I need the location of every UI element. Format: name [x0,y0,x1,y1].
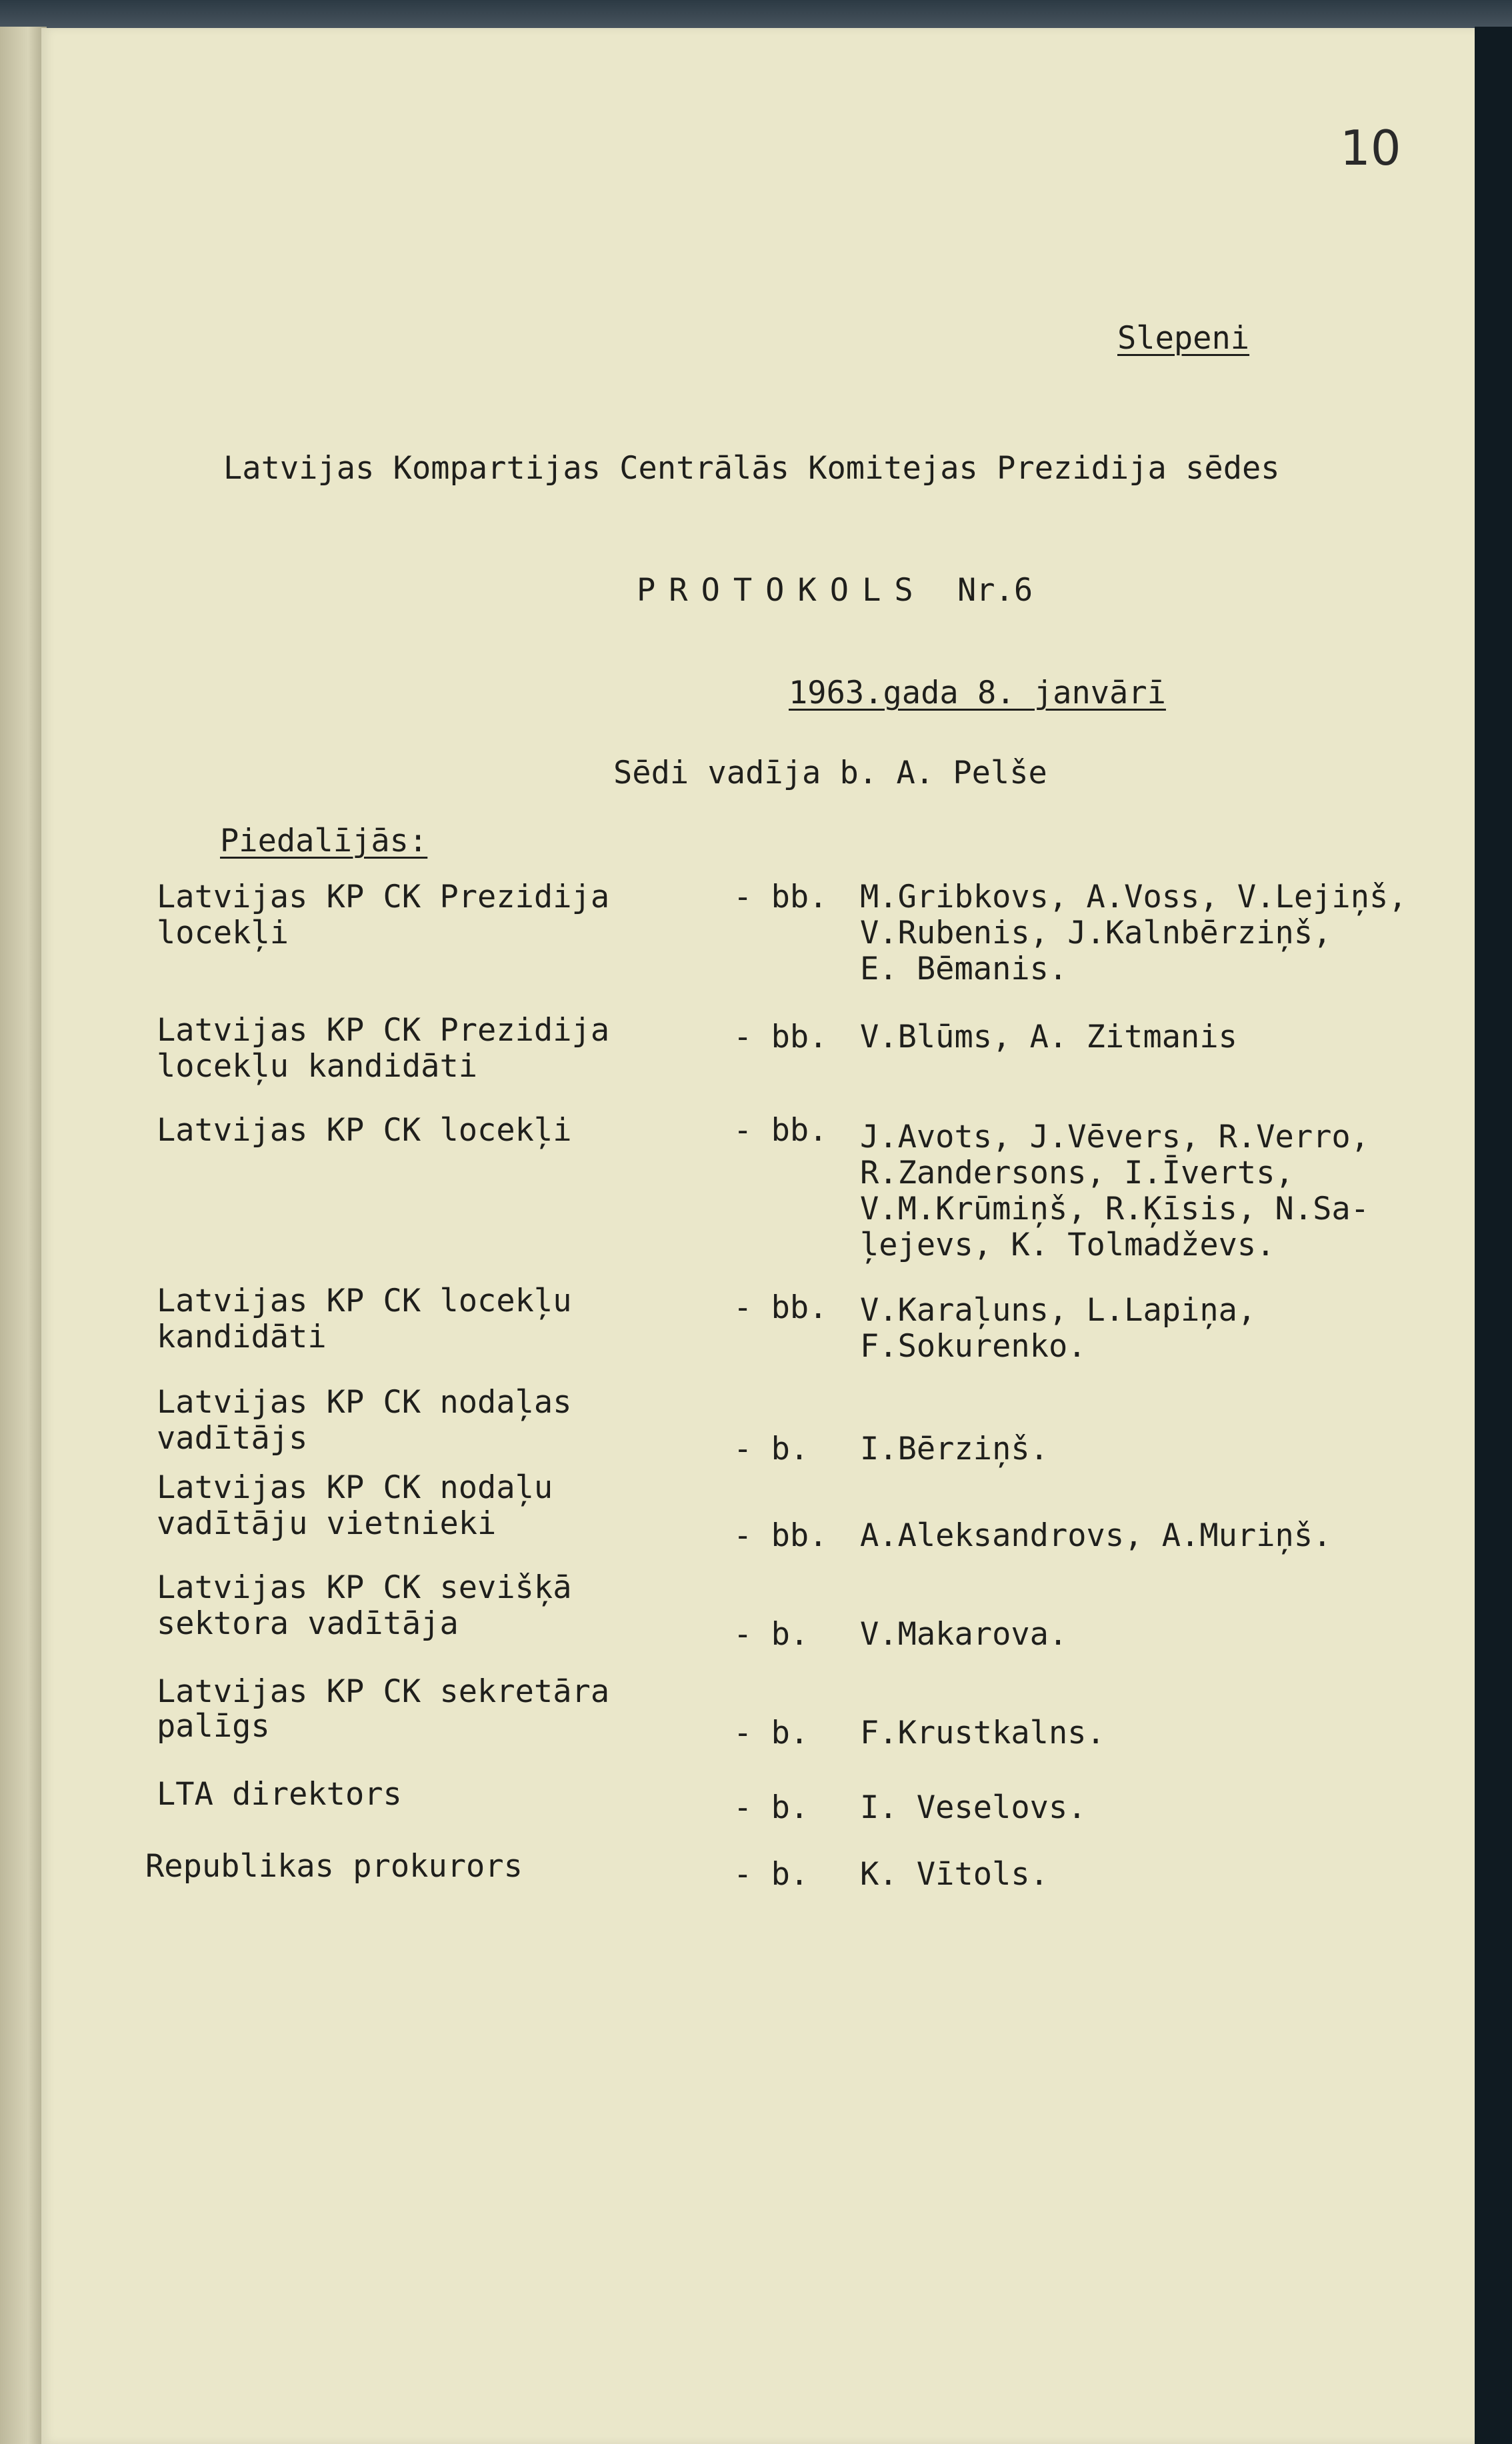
attendee-role: locekļi [157,915,289,951]
attendee-names: V.M.Krūmiņš, R.Ķīsis, N.Sa- [860,1191,1370,1227]
attendee-prefix: - b. [733,1715,809,1751]
protocol-number: Nr.6 [957,572,1033,609]
present-label: Piedalījās: [220,823,428,859]
page-number: 10 [1340,120,1401,176]
attendee-role: Latvijas KP CK locekļi [157,1112,572,1149]
chair-line: Sēdi vadīja b. A. Pelše [613,755,1047,791]
attendee-names: I.Bērziņš. [860,1431,1049,1467]
attendee-prefix: - b. [733,1431,809,1467]
attendee-names: R.Zandersons, I.Īverts, [860,1155,1294,1191]
binding-edge [0,27,47,2444]
attendee-names: M.Gribkovs, A.Voss, V.Lejiņš, [860,879,1407,915]
attendee-names: V.Blūms, A. Zitmanis [860,1019,1237,1055]
attendee-names: J.Avots, J.Vēvers, R.Verro, [860,1119,1370,1155]
attendee-role: locekļu kandidāti [157,1048,478,1085]
meeting-date: 1963.gada 8. janvārī [789,675,1166,711]
attendee-role: Latvijas KP CK sevišķā [157,1569,572,1606]
attendee-prefix: - b. [733,1789,809,1826]
attendee-role: vadītāju vietnieki [157,1505,497,1542]
attendee-role: Latvijas KP CK sekretāra [157,1673,610,1710]
protocol-word: PROTOKOLS [637,572,927,609]
attendee-names: V.Rubenis, J.Kalnbērziņš, [860,915,1332,951]
attendee-role: LTA direktors [157,1776,402,1813]
attendee-role: kandidāti [157,1319,327,1355]
attendee-prefix: - bb. [733,879,828,915]
scanner-top-border [0,0,1512,31]
attendee-names: V.Karaļuns, L.Lapiņa, [860,1292,1257,1329]
attendee-names: A.Aleksandrovs, A.Muriņš. [860,1517,1332,1554]
attendee-prefix: - b. [733,1856,809,1893]
attendee-role: Latvijas KP CK nodaļas [157,1384,572,1421]
protocol-title [637,572,1033,609]
attendee-role: Latvijas KP CK Prezidija [157,1012,610,1049]
attendee-prefix: - b. [733,1616,809,1653]
attendee-prefix: - bb. [733,1289,828,1326]
attendee-role: Latvijas KP CK locekļu [157,1283,572,1319]
attendee-prefix: - bb. [733,1112,828,1149]
attendee-role: vadītājs [157,1420,308,1457]
attendee-role: Republikas prokurors [145,1848,523,1885]
attendee-role: sektora vadītāja [157,1605,459,1642]
classification-stamp: Slepeni [1117,320,1250,357]
attendee-names: K. Vītols. [860,1856,1049,1893]
attendee-names: F.Krustkalns. [860,1715,1105,1751]
attendee-prefix: - bb. [733,1517,828,1554]
attendee-role: Latvijas KP CK nodaļu [157,1469,553,1506]
attendee-names: I. Veselovs. [860,1789,1087,1826]
attendee-names: ļejevs, K. Tolmadževs. [860,1227,1275,1263]
attendee-role: palīgs [157,1708,270,1745]
header-title: Latvijas Kompartijas Centrālās Komitejas Prezidija sēdes [223,450,1280,487]
attendee-role: Latvijas KP CK Prezidija [157,879,610,915]
scanner-right-border [1475,27,1512,2444]
attendee-names: V.Makarova. [860,1616,1068,1653]
attendee-prefix: - bb. [733,1019,828,1055]
attendee-names: E. Bēmanis. [860,951,1068,987]
attendee-names: F.Sokurenko. [860,1328,1087,1365]
